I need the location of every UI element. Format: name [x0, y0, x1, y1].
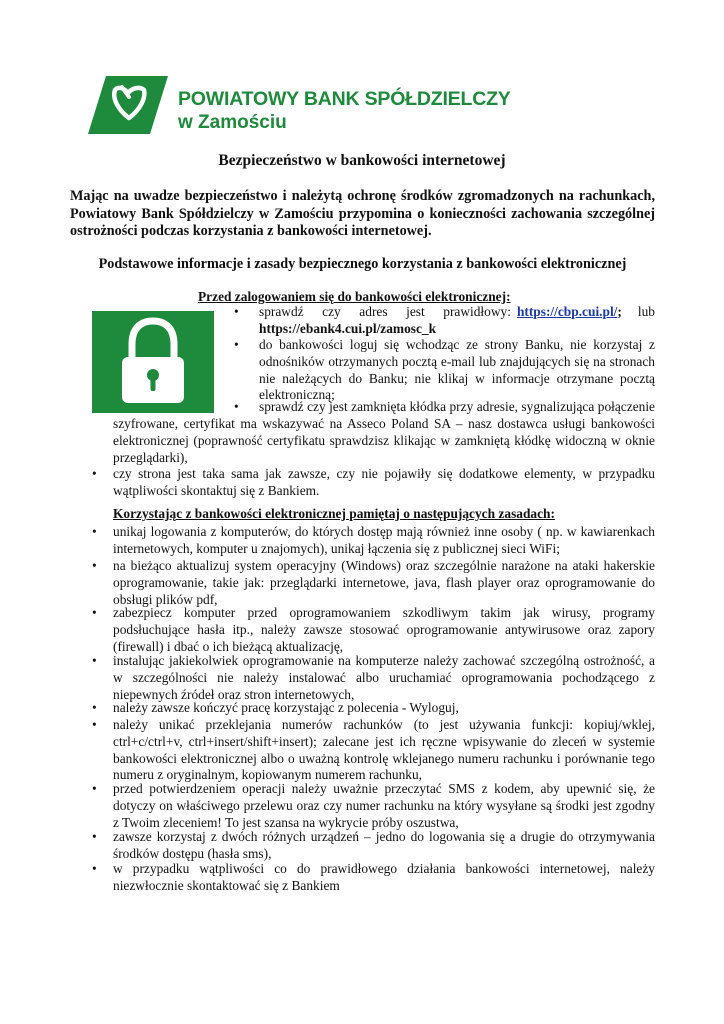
list-item: instalując jakiekolwiek oprogramowanie na komputerze należy zachować szczególną ostrożność, a w szczególności nie należy instalować albo uruchamiać oprogramowania pochodzącego z niepewnych źródeł oraz stron internetowych,	[113, 653, 655, 702]
list-item: należy unikać przeklejania numerów rachunków (to jest używania funkcji: kopiuj/wklej, ctrl+c/ctrl+v, ctrl+insert/shift+insert); zalecane jest ich ręczne wpisywanie do zleceń w systemie bankowości elektronicznej albo o uważną kontrolę wklejanego numeru rachunku i porównanie tego numeru z oryginalnym, kopiowanym numerem rachunku,	[113, 717, 655, 783]
intro-paragraph: Mając na uwadze bezpieczeństwo i należytą ochronę środków zgromadzonych na rachunkach, Powiatowy Bank Spółdzielczy w Zamościu przypomina o konieczności zachowania szczególnej ostrożności podczas korzystania z bankowości internetowej.	[70, 188, 655, 239]
padlock-icon	[92, 311, 214, 413]
bullet-icon: •	[92, 466, 97, 481]
bank-name: POWIATOWY BANK SPÓŁDZIELCZY	[178, 88, 511, 110]
list-item-continuation: szyfrowane, certyfikat ma wskazywać na Asseco Poland SA – nasz dostawca usługi bankowości elektronicznej (poprawność certyfikatu sprawdzisz klikając w zamkniętą kłódkę widoczną w oknie przeglądarki),	[113, 416, 655, 465]
bullet-icon: •	[92, 861, 97, 876]
ebank-url: https://ebank4.cui.pl/zamosc_k	[259, 320, 437, 336]
or-text: lub	[637, 304, 655, 319]
bank-city: w Zamościu	[178, 112, 287, 133]
cbp-url-link[interactable]: https://cbp.cui.pl/	[516, 304, 618, 319]
link-semicolon: ;	[617, 304, 622, 319]
address-check-prefix: sprawdź czy adres jest prawidłowy:	[259, 304, 511, 319]
list-item: przed potwierdzeniem operacji należy uważnie przeczytać SMS z kodem, aby upewnić się, że dotyczy on właściwego przelewu oraz czy numer rachunku na który wysyłane są środki jest zgodny z Twoim zleceniem! To jest szansa na wykrycie próby oszustwa,	[113, 781, 655, 830]
bullet-icon: •	[92, 605, 97, 620]
bullet-icon: •	[92, 717, 97, 732]
list-item: unikaj logowania z komputerów, do których dostęp mają również inne osoby ( np. w kawiarenkach internetowych, komputer u znajomych), unikaj łączenia się z publicznej sieci WiFi;	[113, 524, 655, 556]
using-heading: Korzystając z bankowości elektronicznej pamiętaj o następujących zasadach:	[113, 506, 555, 521]
list-item: do bankowości loguj się wchodząc ze strony Banku, nie korzystaj z odnośników otrzymanych pocztą e-mail lub znajdujących się na stronach nie należących do Banku; nie klikaj w informacje otrzymane pocztą elektroniczną;	[259, 337, 655, 403]
list-item	[259, 304, 655, 338]
list-item: sprawdź czy jest zamknięta kłódka przy adresie, sygnalizująca połączenie	[259, 399, 655, 414]
section-subtitle: Podstawowe informacje i zasady bezpiecznego korzystania z bankowości elektronicznej	[98, 256, 627, 272]
bullet-icon: •	[92, 781, 97, 796]
bank-logo	[88, 76, 511, 138]
bullet-icon: •	[234, 304, 239, 319]
bullet-icon: •	[92, 829, 97, 844]
list-item: w przypadku wątpliwości co do prawidłowego działania bankowości internetowej, należy niezwłocznie skontaktować się z Bankiem	[113, 861, 655, 893]
bullet-icon: •	[234, 399, 239, 414]
bullet-icon: •	[92, 653, 97, 668]
page-title: Bezpieczeństwo w bankowości internetowej	[218, 152, 506, 169]
list-item: należy zawsze kończyć pracę korzystając z polecenia - Wyloguj,	[113, 700, 459, 715]
bank-logo-mark-icon	[88, 76, 168, 134]
before-login-heading: Przed zalogowaniem się do bankowości elektronicznej:	[198, 289, 511, 304]
bullet-icon: •	[234, 337, 239, 352]
bullet-icon: •	[92, 700, 97, 715]
bullet-icon: •	[92, 558, 97, 573]
list-item: zawsze korzystaj z dwóch różnych urządzeń – jedno do logowania się a drugie do otrzymywania środków dostępu (hasła sms),	[113, 829, 655, 861]
list-item: na bieżąco aktualizuj system operacyjny (Windows) oraz szczególnie narażone na ataki hakerskie oprogramowanie, takie jak: przeglądarki internetowe, java, flash player oraz oprogramowanie do obsługi plików pdf,	[113, 558, 655, 607]
list-item: czy strona jest taka sama jak zawsze, czy nie pojawiły się dodatkowe elementy, w przypadku wątpliwości skontaktuj się z Bankiem.	[113, 466, 655, 498]
list-item: zabezpiecz komputer przed oprogramowaniem szkodliwym takim jak wirusy, programy podsłuchujące hasła itp., należy zawsze stosować oprogramowanie antywirusowe oraz zapory (firewall) i dbać o ich bieżącą aktualizację,	[113, 605, 655, 654]
bullet-icon: •	[92, 524, 97, 539]
